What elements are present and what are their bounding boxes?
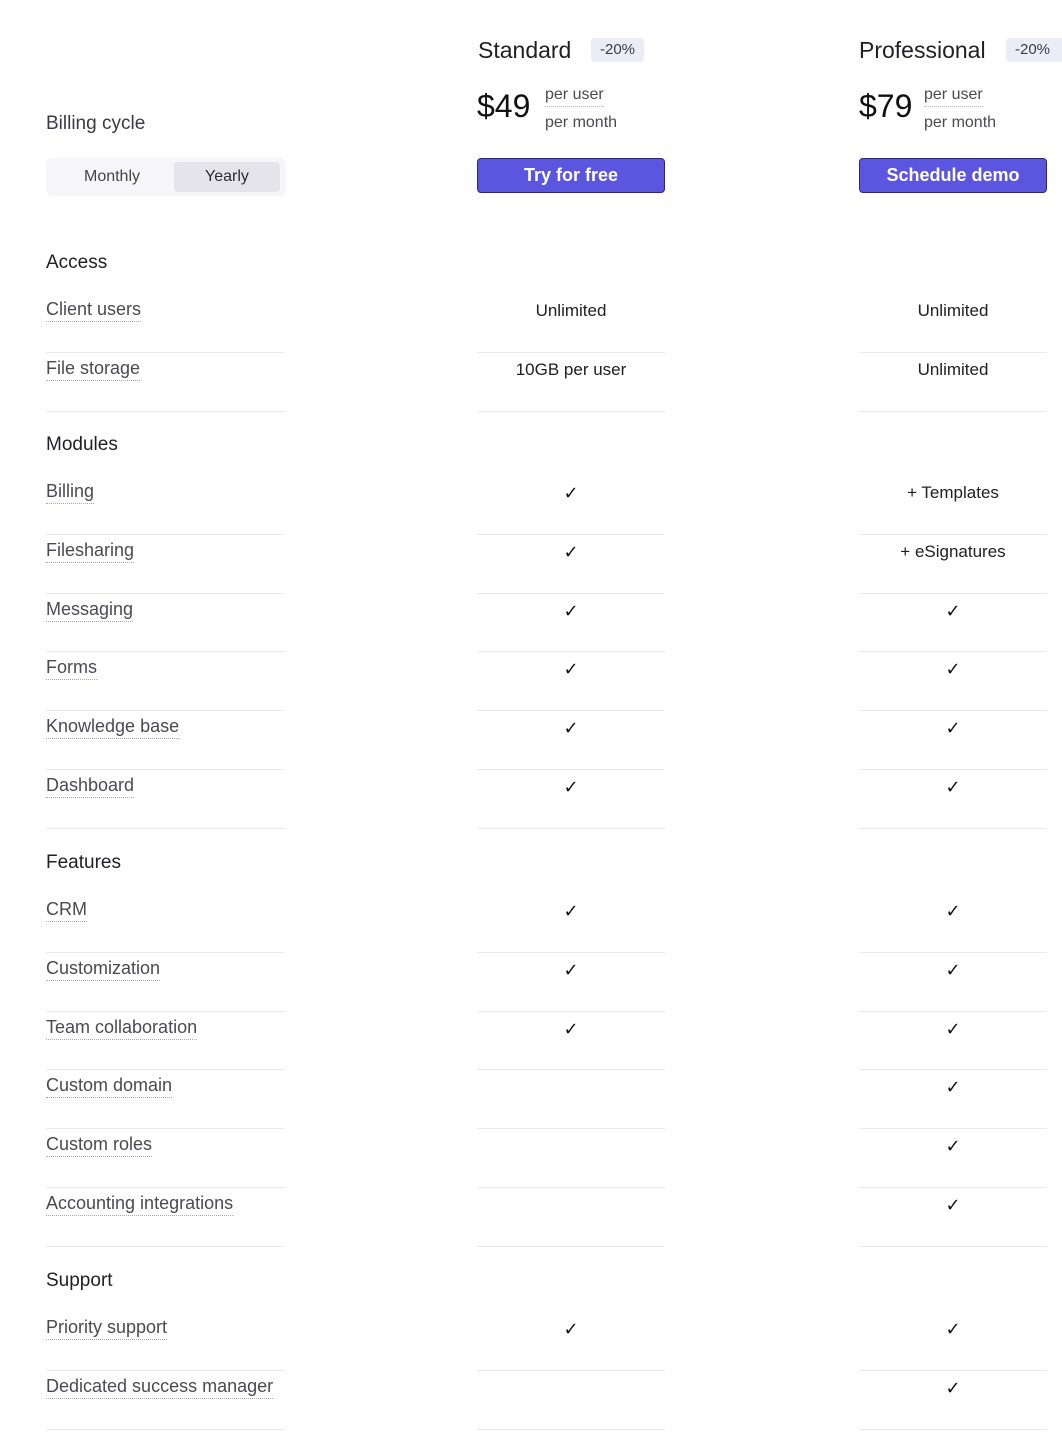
professional-price: $79 (859, 88, 913, 124)
standard-cell-customization (477, 959, 665, 982)
row-divider (859, 1246, 1047, 1247)
professional-cell-filesharing: + eSignatures (900, 541, 1006, 561)
row-divider (46, 593, 284, 594)
feature-label-dashboard[interactable]: Dashboard (46, 774, 134, 798)
check-icon: ✓ (563, 600, 579, 621)
professional-cell-knowledge-base (859, 717, 1047, 740)
feature-label-forms[interactable]: Forms (46, 656, 97, 680)
feature-label-filesharing[interactable]: Filesharing (46, 539, 134, 563)
check-icon: ✓ (563, 1319, 579, 1339)
row-divider (859, 651, 1047, 652)
feature-label-knowledge-base[interactable]: Knowledge base (46, 715, 179, 739)
row-divider (859, 1011, 1047, 1012)
schedule-demo-button[interactable]: Schedule demo (859, 158, 1047, 193)
section-title-support: Support (46, 1270, 113, 1291)
feature-label-crm[interactable]: CRM (46, 898, 87, 922)
check-icon: ✓ (945, 1319, 961, 1339)
standard-cell-crm (477, 900, 665, 923)
professional-cell-custom-domain (859, 1076, 1047, 1099)
section-title-features: Features (46, 852, 121, 873)
row-divider (46, 1187, 284, 1188)
row-divider (46, 828, 284, 829)
check-icon: ✓ (945, 901, 961, 921)
check-icon: ✓ (563, 483, 579, 503)
row-divider (859, 1187, 1047, 1188)
check-icon: ✓ (945, 1195, 961, 1215)
billing-cycle-label: Billing cycle (46, 113, 146, 134)
billing-cycle-toggle (46, 158, 286, 196)
row-divider (46, 1069, 284, 1070)
check-icon: ✓ (945, 600, 961, 621)
row-divider (477, 710, 665, 711)
professional-plan-name: Professional (859, 37, 986, 63)
check-icon: ✓ (563, 718, 579, 739)
row-divider (859, 1370, 1047, 1371)
row-divider (859, 534, 1047, 535)
section-title-modules: Modules (46, 434, 118, 455)
professional-cell-billing: + Templates (907, 483, 999, 502)
check-icon: ✓ (945, 1136, 961, 1157)
standard-cell-priority-support (477, 1318, 665, 1341)
feature-label-custom-roles[interactable]: Custom roles (46, 1133, 152, 1157)
feature-label-priority-support[interactable]: Priority support (46, 1316, 167, 1340)
row-divider (46, 1370, 284, 1371)
row-divider (859, 352, 1047, 353)
row-divider (46, 534, 284, 535)
row-divider (477, 1011, 665, 1012)
standard-cell-messaging (477, 600, 665, 623)
row-divider (859, 769, 1047, 770)
check-icon: ✓ (945, 659, 961, 680)
row-divider (46, 1429, 284, 1430)
row-divider (477, 828, 665, 829)
feature-label-accounting-integrations[interactable]: Accounting integrations (46, 1192, 233, 1216)
row-divider (46, 769, 284, 770)
row-divider (46, 1128, 284, 1129)
feature-label-messaging[interactable]: Messaging (46, 598, 133, 622)
row-divider (859, 1429, 1047, 1430)
row-divider (46, 710, 284, 711)
professional-cell-crm (859, 900, 1047, 923)
professional-discount-badge: -20% (1006, 38, 1062, 62)
standard-cell-team-collaboration (477, 1018, 665, 1041)
row-divider (859, 593, 1047, 594)
row-divider (859, 710, 1047, 711)
standard-cell-billing (477, 482, 665, 505)
feature-label-team-collaboration[interactable]: Team collaboration (46, 1016, 197, 1040)
monthly-option[interactable]: Monthly (83, 168, 141, 185)
professional-cell-messaging (859, 600, 1047, 623)
try-for-free-button[interactable]: Try for free (477, 158, 665, 193)
standard-cell-file-storage: 10GB per user (515, 359, 627, 379)
row-divider (477, 593, 665, 594)
standard-price: $49 (477, 88, 531, 124)
standard-plan-name: Standard (478, 37, 572, 63)
row-divider (477, 769, 665, 770)
check-icon: ✓ (945, 1077, 961, 1098)
section-title-access: Access (46, 252, 108, 273)
row-divider (46, 411, 284, 412)
yearly-option[interactable]: Yearly (174, 162, 280, 192)
feature-label-billing[interactable]: Billing (46, 480, 94, 504)
professional-cell-file-storage: Unlimited (917, 359, 989, 379)
check-icon: ✓ (945, 1018, 961, 1039)
row-divider (859, 1069, 1047, 1070)
feature-label-file-storage[interactable]: File storage (46, 357, 140, 381)
standard-discount-badge: -20% (591, 38, 644, 62)
professional-cell-client-users: Unlimited (917, 301, 989, 320)
standard-cell-filesharing (477, 541, 665, 564)
check-icon: ✓ (563, 541, 579, 562)
feature-label-client-users[interactable]: Client users (46, 298, 141, 322)
professional-per-month: per month (924, 114, 997, 131)
check-icon: ✓ (563, 901, 579, 921)
check-icon: ✓ (563, 777, 579, 797)
check-icon: ✓ (563, 959, 579, 980)
standard-per-user: per user (545, 84, 604, 107)
check-icon: ✓ (945, 959, 961, 980)
professional-per-user: per user (924, 84, 983, 107)
check-icon: ✓ (563, 1018, 579, 1039)
professional-cell-team-collaboration (859, 1018, 1047, 1041)
row-divider (477, 1370, 665, 1371)
row-divider (859, 1128, 1047, 1129)
standard-cell-forms (477, 658, 665, 681)
row-divider (46, 952, 284, 953)
row-divider (46, 1011, 284, 1012)
professional-cell-accounting-integrations (859, 1194, 1047, 1217)
row-divider (477, 1069, 665, 1070)
row-divider (46, 651, 284, 652)
row-divider (859, 828, 1047, 829)
professional-cell-forms (859, 658, 1047, 681)
standard-per-month: per month (545, 114, 618, 131)
row-divider (477, 534, 665, 535)
row-divider (477, 651, 665, 652)
check-icon: ✓ (563, 659, 579, 680)
row-divider (477, 1429, 665, 1430)
professional-cell-priority-support (859, 1318, 1047, 1341)
row-divider (477, 1187, 665, 1188)
row-divider (477, 352, 665, 353)
row-divider (859, 411, 1047, 412)
feature-label-dedicated-success-manager[interactable]: Dedicated success manager (46, 1375, 273, 1399)
check-icon: ✓ (945, 777, 961, 797)
standard-cell-dashboard (477, 776, 665, 799)
row-divider (46, 352, 284, 353)
professional-cell-custom-roles (859, 1135, 1047, 1158)
professional-cell-customization (859, 959, 1047, 982)
row-divider (477, 411, 665, 412)
row-divider (859, 952, 1047, 953)
professional-cell-dashboard (859, 776, 1047, 799)
check-icon: ✓ (945, 1377, 961, 1398)
professional-cell-dedicated-success-manager (859, 1377, 1047, 1400)
standard-cell-knowledge-base (477, 717, 665, 740)
feature-label-custom-domain[interactable]: Custom domain (46, 1074, 172, 1098)
standard-cell-client-users: Unlimited (535, 301, 607, 320)
row-divider (477, 952, 665, 953)
feature-label-customization[interactable]: Customization (46, 957, 160, 981)
row-divider (477, 1246, 665, 1247)
row-divider (477, 1128, 665, 1129)
check-icon: ✓ (945, 718, 961, 739)
row-divider (46, 1246, 284, 1247)
